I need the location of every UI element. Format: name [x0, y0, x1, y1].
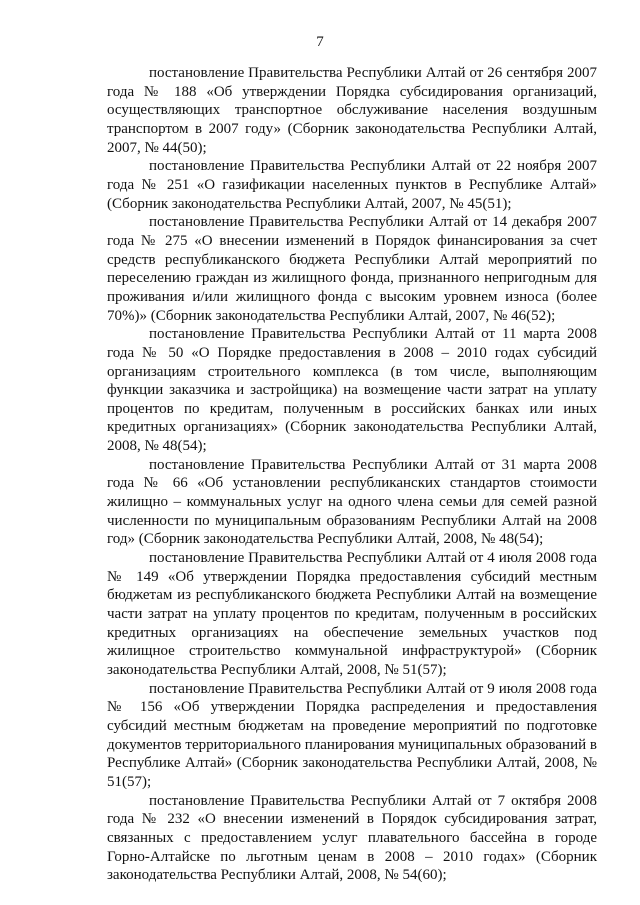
paragraph-resolution-232: постановление Правительства Республики Алтай от 7 октября 2008 года № 232 «О внесении изменений в Порядок субсидирования затрат, связанных с предоставлением услуг плавательного бассейна в городе Горно-Алтайске по льготным ценам в 2008 – 2010 годах» (Сборник законодательства Республики Алтай, 2008, № 54(60);: [107, 792, 597, 884]
paragraph-resolution-251: постановление Правительства Республики Алтай от 22 ноября 2007 года № 251 «О газификации населенных пунктов в Республике Алтай» (Сборник законодательства Республики Алтай, 2007, № 45(51);: [107, 158, 597, 212]
paragraph-resolution-149: постановление Правительства Республики Алтай от 4 июля 2008 года № 149 «Об утверждении Порядка предоставления субсидий местным бюджетам из республиканского бюджета Республики Алтай на возмещение части затрат на уплату процентов по кредитам, полученным в российских кредитных организациях на обеспечение земельных участков под жилищное строительство коммунальной инфраструктурой» (Сборник законодательства Республики Алтай, 2008, № 51(57);: [107, 550, 597, 678]
page-number: 7: [316, 34, 324, 50]
paragraph-resolution-275: постановление Правительства Республики Алтай от 14 декабря 2007 года № 275 «О внесении изменений в Порядок финансирования за счет средств республиканского бюджета Республики Алтай мероприятий по переселению граждан из жилищного фонда, признанного непригодным для проживания и/или жилищного фонда с высоким уровнем износа (более 70%)» (Сборник законодательства Республики Алтай, 2007, № 46(52);: [107, 214, 597, 324]
paragraph-resolution-156: постановление Правительства Республики Алтай от 9 июля 2008 года № 156 «Об утверждении Порядка распределения и предоставления субсидий местным бюджетам на проведение мероприятий по подготовке документов территориального планирования муниципальных образований в Республике Алтай» (Сборник законодательства Республики Алтай, 2008, № 51(57);: [107, 680, 597, 790]
paragraph-resolution-188: постановление Правительства Республики Алтай от 26 сентября 2007 года № 188 «Об утверждении Порядка субсидирования организаций, осуществляющих транспортное обслуживание населения воздушным транспортом в 2007 году» (Сборник законодательства Республики Алтай, 2007, № 44(50);: [107, 65, 597, 156]
paragraph-resolution-50: постановление Правительства Республики Алтай от 11 марта 2008 года № 50 «О Порядке предоставления в 2008 – 2010 годах субсидий организациям строительного комплекса (в том числе, выполняющим функции заказчика и застройщика) на возмещение части затрат на уплату процентов по кредитам, полученным в российских банках или иных кредитных организациях» (Сборник законодательства Республики Алтай, 2008, № 48(54);: [107, 326, 597, 455]
paragraph-resolution-66: постановление Правительства Республики Алтай от 31 марта 2008 года № 66 «Об установлении республиканских стандартов стоимости жилищно – коммунальных услуг на одного члена семьи для семей разной численности по муниципальным образованиям Республики Алтай на 2008 год» (Сборник законодательства Республики Алтай, 2008, № 48(54);: [107, 456, 597, 548]
document-body: [107, 64, 597, 885]
